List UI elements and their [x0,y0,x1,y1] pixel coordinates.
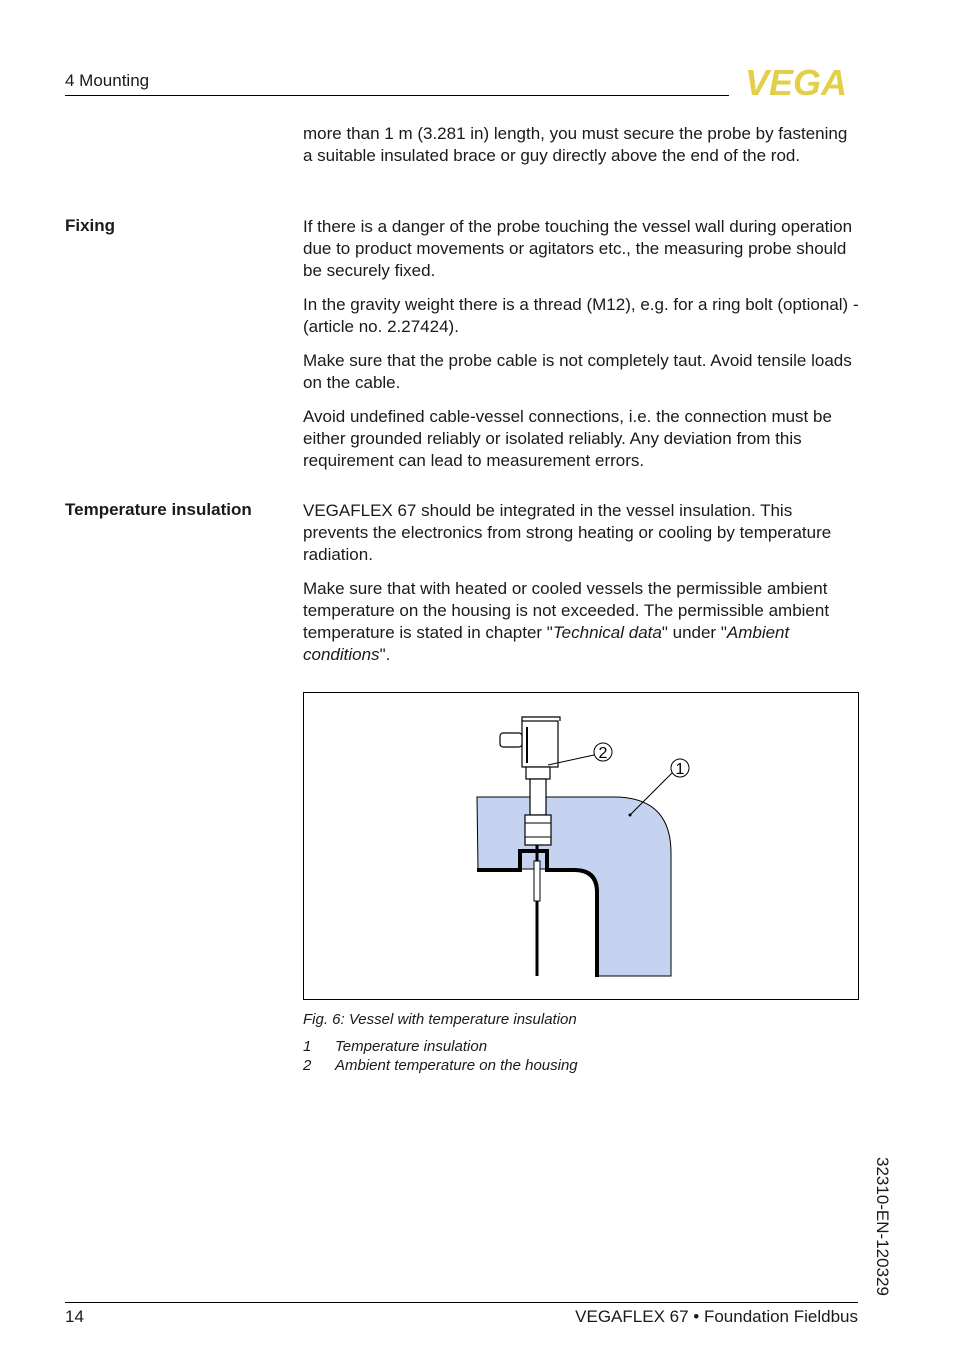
paragraph: VEGAFLEX 67 should be integrated in the vessel insulation. This prevents the electronics from strong heating or cooling by temperature radiation. [303,501,832,564]
intro-text [303,123,859,179]
paragraph: more than 1 m (3.281 in) length, you must secure the probe by fastening a suitable insulated brace or guy directly above the end of the rod. [303,124,848,165]
callout-1: 1 [675,761,685,778]
process-fitting [525,815,551,845]
cable-gland [500,733,522,747]
logo-text: VEGA [744,66,848,98]
footer-title: VEGAFLEX 67 • Foundation Fieldbus [575,1307,858,1326]
legend-item: 2 Ambient temperature on the housing [303,1057,578,1074]
callout-2: 2 [598,745,608,762]
temperature-heading: Temperature insulation [65,500,252,519]
footer-divider [65,1302,858,1303]
section-header: 4 Mounting [65,71,150,90]
document-number: 32310-EN-120329 [873,1157,892,1296]
paragraph: Avoid undefined cable-vessel connections, i.e. the connection must be either grounded reliably or isolated reliably. Any deviation from this requirement can lead to measurement errors. [303,407,832,470]
vessel-diagram [304,693,858,999]
legend-item: 1 Temperature insulation [303,1038,488,1055]
page-number: 14 [65,1307,84,1326]
paragraph: If there is a danger of the probe touching the vessel wall during operation due to product movements or agitators etc., the measuring probe should be securely fixed. [303,217,853,280]
paragraph: In the gravity weight there is a thread (M12), e.g. for a ring bolt (optional) - (article no. 2.27424). [303,295,859,336]
figure-caption: Fig. 6: Vessel with temperature insulation [303,1011,577,1028]
fixing-text [303,216,859,484]
temperature-text [303,500,859,678]
vega-logo [735,66,858,98]
paragraph: Make sure that the probe cable is not completely taut. Avoid tensile loads on the cable. [303,351,852,392]
figure-legend [303,1037,578,1075]
header-divider [65,95,729,96]
fixing-heading: Fixing [65,216,116,235]
paragraph: Make sure that with heated or cooled vessels the permissible ambient temperature on the housing is not exceeded. The permissible ambient temperature is stated in chapter "Technical data" under "Ambient conditions". [303,579,830,664]
figure-vessel-insulation [303,692,859,1000]
insulation-area [477,797,671,976]
